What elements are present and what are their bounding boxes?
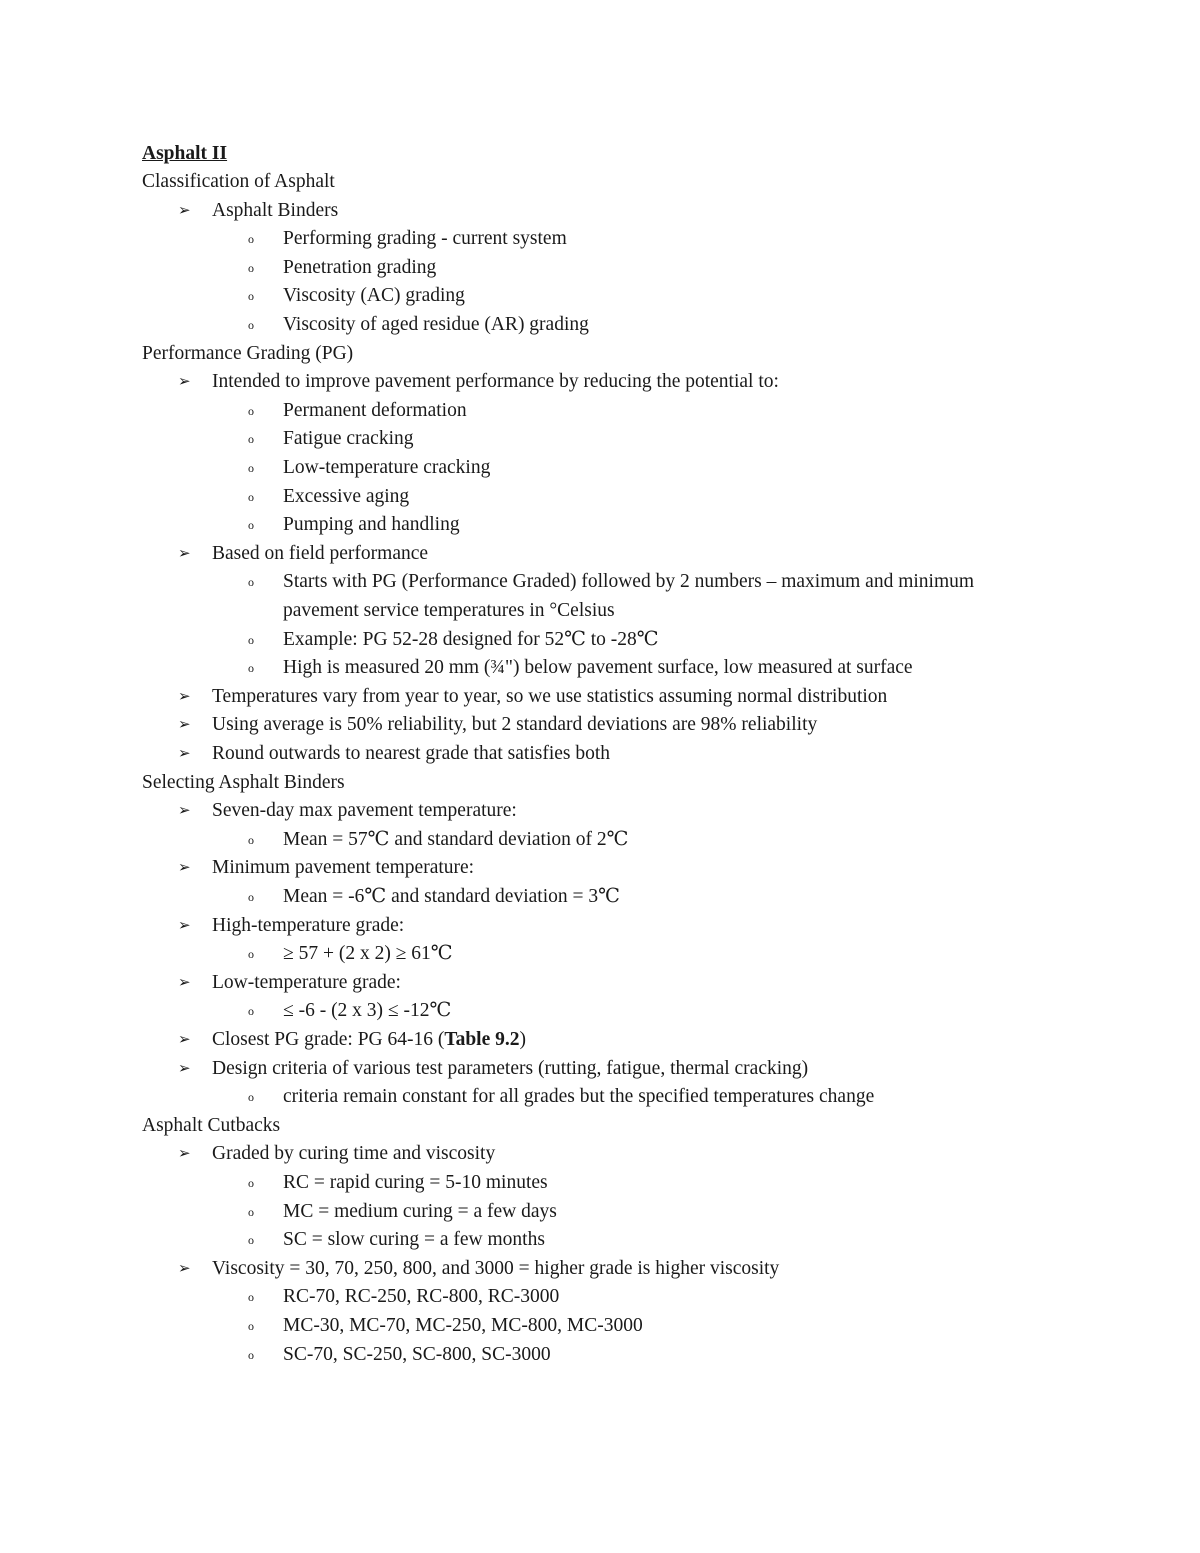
sub-list-item — [283, 254, 436, 282]
line-text: Round outwards to nearest grade that satisfies both — [212, 743, 611, 764]
line-text: Closest PG grade: PG 64-16 ( — [212, 1029, 445, 1050]
circle-bullet-icon: o — [248, 318, 254, 332]
list-item — [212, 912, 404, 940]
circle-bullet-icon: o — [248, 1290, 254, 1304]
list-item — [212, 740, 610, 768]
line-text: Seven-day max pavement temperature: — [212, 800, 517, 821]
sub-list-item — [283, 1169, 548, 1197]
circle-bullet-icon: o — [248, 661, 254, 675]
list-item — [212, 368, 779, 396]
arrow-bullet-icon: ➢ — [178, 374, 191, 390]
list-item — [212, 1255, 779, 1283]
line-text: Intended to improve pavement performance by reducing the potential to: — [212, 371, 779, 392]
line-text: Viscosity = 30, 70, 250, 800, and 3000 = higher grade is higher viscosity — [212, 1258, 780, 1279]
section-heading — [142, 1112, 280, 1140]
circle-bullet-icon: o — [248, 1004, 254, 1018]
sub-list-item — [283, 425, 414, 453]
sub-list-item — [283, 1226, 545, 1254]
circle-bullet-icon: o — [248, 575, 254, 589]
arrow-bullet-icon: ➢ — [178, 717, 191, 733]
line-text-suffix: ) — [519, 1029, 527, 1050]
sub-list-item — [283, 1312, 643, 1340]
line-text: Performance Grading (PG) — [142, 343, 354, 364]
line-text: Minimum pavement temperature: — [212, 857, 475, 878]
line-text: Graded by curing time and viscosity — [212, 1143, 496, 1164]
line-text: MC-30, MC-70, MC-250, MC-800, MC-3000 — [283, 1315, 643, 1336]
sub-list-item — [283, 940, 453, 968]
sub-list-item — [283, 1283, 559, 1311]
line-text: ≥ 57 + (2 x 2) ≥ 61℃ — [283, 943, 453, 964]
line-text: Mean = -6℃ and standard deviation = 3℃ — [283, 886, 620, 907]
circle-bullet-icon: o — [248, 490, 254, 504]
line-text: Viscosity of aged residue (AR) grading — [283, 314, 589, 335]
line-text: Design criteria of various test parameters (rutting, fatigue, thermal cracking) — [212, 1058, 809, 1079]
line-text: criteria remain constant for all grades but the specified temperatures change — [283, 1086, 875, 1107]
sub-list-item — [283, 826, 628, 854]
sub-list-item — [283, 454, 490, 482]
section-heading — [142, 340, 353, 368]
sub-list-item — [283, 311, 589, 339]
arrow-bullet-icon: ➢ — [178, 546, 191, 562]
list-item — [212, 711, 817, 739]
arrow-bullet-icon: ➢ — [178, 918, 191, 934]
sub-list-item — [283, 282, 465, 310]
arrow-bullet-icon: ➢ — [178, 1061, 191, 1077]
sub-list-item — [283, 626, 659, 654]
sub-list-item — [283, 654, 913, 682]
line-text: MC = medium curing = a few days — [283, 1201, 557, 1222]
line-text: Using average is 50% reliability, but 2 standard deviations are 98% reliability — [212, 714, 818, 735]
list-item — [212, 797, 517, 825]
list-item — [212, 969, 401, 997]
arrow-bullet-icon: ➢ — [178, 1146, 191, 1162]
circle-bullet-icon: o — [248, 461, 254, 475]
circle-bullet-icon: o — [248, 432, 254, 446]
circle-bullet-icon: o — [248, 1319, 254, 1333]
list-item — [212, 540, 428, 568]
line-text: Performing grading - current system — [283, 228, 567, 249]
sub-list-item — [283, 1341, 551, 1369]
circle-bullet-icon: o — [248, 518, 254, 532]
list-item — [212, 1026, 526, 1054]
line-text: Mean = 57℃ and standard deviation of 2℃ — [283, 829, 629, 850]
arrow-bullet-icon: ➢ — [178, 689, 191, 705]
sub-list-item — [283, 397, 467, 425]
line-text: Low-temperature grade: — [212, 972, 401, 993]
circle-bullet-icon: o — [248, 289, 254, 303]
circle-bullet-icon: o — [248, 1348, 254, 1362]
circle-bullet-icon: o — [248, 1205, 254, 1219]
table-reference: Table 9.2 — [444, 1029, 520, 1050]
circle-bullet-icon: o — [248, 232, 254, 246]
circle-bullet-icon: o — [248, 404, 254, 418]
circle-bullet-icon: o — [248, 833, 254, 847]
line-text: Permanent deformation — [283, 400, 467, 421]
sub-list-item — [283, 997, 451, 1025]
line-text: RC-70, RC-250, RC-800, RC-3000 — [283, 1286, 560, 1307]
line-text: Penetration grading — [283, 257, 437, 278]
line-text: Excessive aging — [283, 486, 410, 507]
circle-bullet-icon: o — [248, 261, 254, 275]
circle-bullet-icon: o — [248, 633, 254, 647]
sub-list-item — [283, 483, 409, 511]
section-heading — [142, 168, 335, 196]
section-heading — [142, 769, 345, 797]
line-text: Classification of Asphalt — [142, 171, 335, 192]
list-item — [212, 197, 338, 225]
sub-list-item — [283, 568, 974, 596]
circle-bullet-icon: o — [248, 890, 254, 904]
sub-list-item — [283, 511, 460, 539]
arrow-bullet-icon: ➢ — [178, 803, 191, 819]
arrow-bullet-icon: ➢ — [178, 860, 191, 876]
arrow-bullet-icon: ➢ — [178, 1261, 191, 1277]
list-item — [212, 1055, 808, 1083]
sub-list-item — [283, 597, 615, 625]
line-text: Viscosity (AC) grading — [283, 285, 465, 306]
sub-list-item — [283, 225, 567, 253]
sub-list-item — [283, 1198, 557, 1226]
arrow-bullet-icon: ➢ — [178, 975, 191, 991]
line-text: Asphalt Cutbacks — [142, 1115, 281, 1136]
arrow-bullet-icon: ➢ — [178, 203, 191, 219]
list-item — [212, 1140, 495, 1168]
line-text: RC = rapid curing = 5-10 minutes — [283, 1172, 548, 1193]
circle-bullet-icon: o — [248, 1176, 254, 1190]
line-text: High is measured 20 mm (¾") below pavement surface, low measured at surface — [283, 657, 913, 678]
line-text: Asphalt Binders — [212, 200, 339, 221]
circle-bullet-icon: o — [248, 947, 254, 961]
sub-list-item — [283, 1083, 874, 1111]
line-text: pavement service temperatures in °Celsius — [283, 600, 615, 621]
line-text: Starts with PG (Performance Graded) followed by 2 numbers – maximum and minimum — [283, 571, 975, 592]
line-text: Example: PG 52-28 designed for 52℃ to -28℃ — [283, 629, 659, 650]
line-text: Temperatures vary from year to year, so we use statistics assuming normal distribution — [212, 686, 888, 707]
arrow-bullet-icon: ➢ — [178, 746, 191, 762]
page-title: Asphalt II — [142, 143, 228, 164]
line-text: Fatigue cracking — [283, 428, 414, 449]
line-text: SC = slow curing = a few months — [283, 1229, 545, 1250]
line-text: Low-temperature cracking — [283, 457, 491, 478]
line-text: SC-70, SC-250, SC-800, SC-3000 — [283, 1344, 551, 1365]
line-text: Selecting Asphalt Binders — [142, 772, 345, 793]
line-text: Based on field performance — [212, 543, 429, 564]
circle-bullet-icon: o — [248, 1233, 254, 1247]
line-text: High-temperature grade: — [212, 915, 405, 936]
arrow-bullet-icon: ➢ — [178, 1032, 191, 1048]
list-item — [212, 854, 474, 882]
list-item — [212, 683, 887, 711]
sub-list-item — [283, 883, 620, 911]
line-text: Pumping and handling — [283, 514, 460, 535]
line-text: ≤ -6 - (2 x 3) ≤ -12℃ — [283, 1000, 452, 1021]
circle-bullet-icon: o — [248, 1090, 254, 1104]
